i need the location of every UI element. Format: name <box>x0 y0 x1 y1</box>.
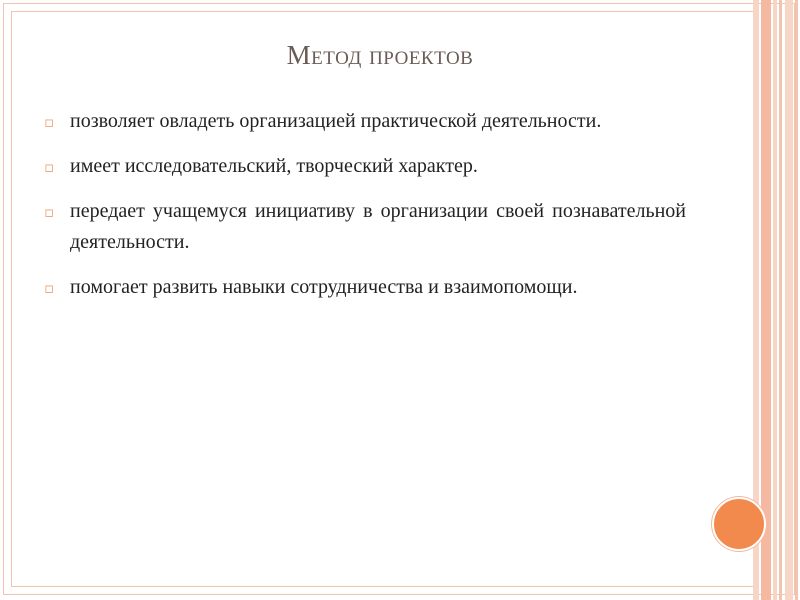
hollow-square-bullet-icon: ▫ <box>44 279 55 297</box>
hollow-square-bullet-icon: ▫ <box>44 203 55 221</box>
bullet-text: имеет исследовательский, творческий характер. <box>70 155 478 177</box>
bullet-text: передает учащемуся инициативу в организации своей познавательной деятельности. <box>70 200 686 253</box>
bullet-text: позволяет овладеть организацией практической деятельности. <box>70 110 602 132</box>
bullet-item <box>44 151 686 182</box>
bullet-text: помогает развить навыки сотрудничества и взаимопомощи. <box>70 276 578 298</box>
bullet-item <box>44 196 686 258</box>
slide-title: Метод проектов <box>286 40 474 70</box>
decorative-orange-circle <box>712 497 766 551</box>
decorative-stripe <box>795 0 798 600</box>
decorative-stripe <box>785 0 793 600</box>
bullet-item <box>44 272 686 303</box>
hollow-square-bullet-icon: ▫ <box>44 113 55 131</box>
decorative-stripe <box>779 0 782 600</box>
hollow-square-bullet-icon: ▫ <box>44 158 55 176</box>
bullet-list <box>44 106 686 317</box>
decorative-stripe <box>773 0 777 600</box>
bullet-item <box>44 106 686 137</box>
